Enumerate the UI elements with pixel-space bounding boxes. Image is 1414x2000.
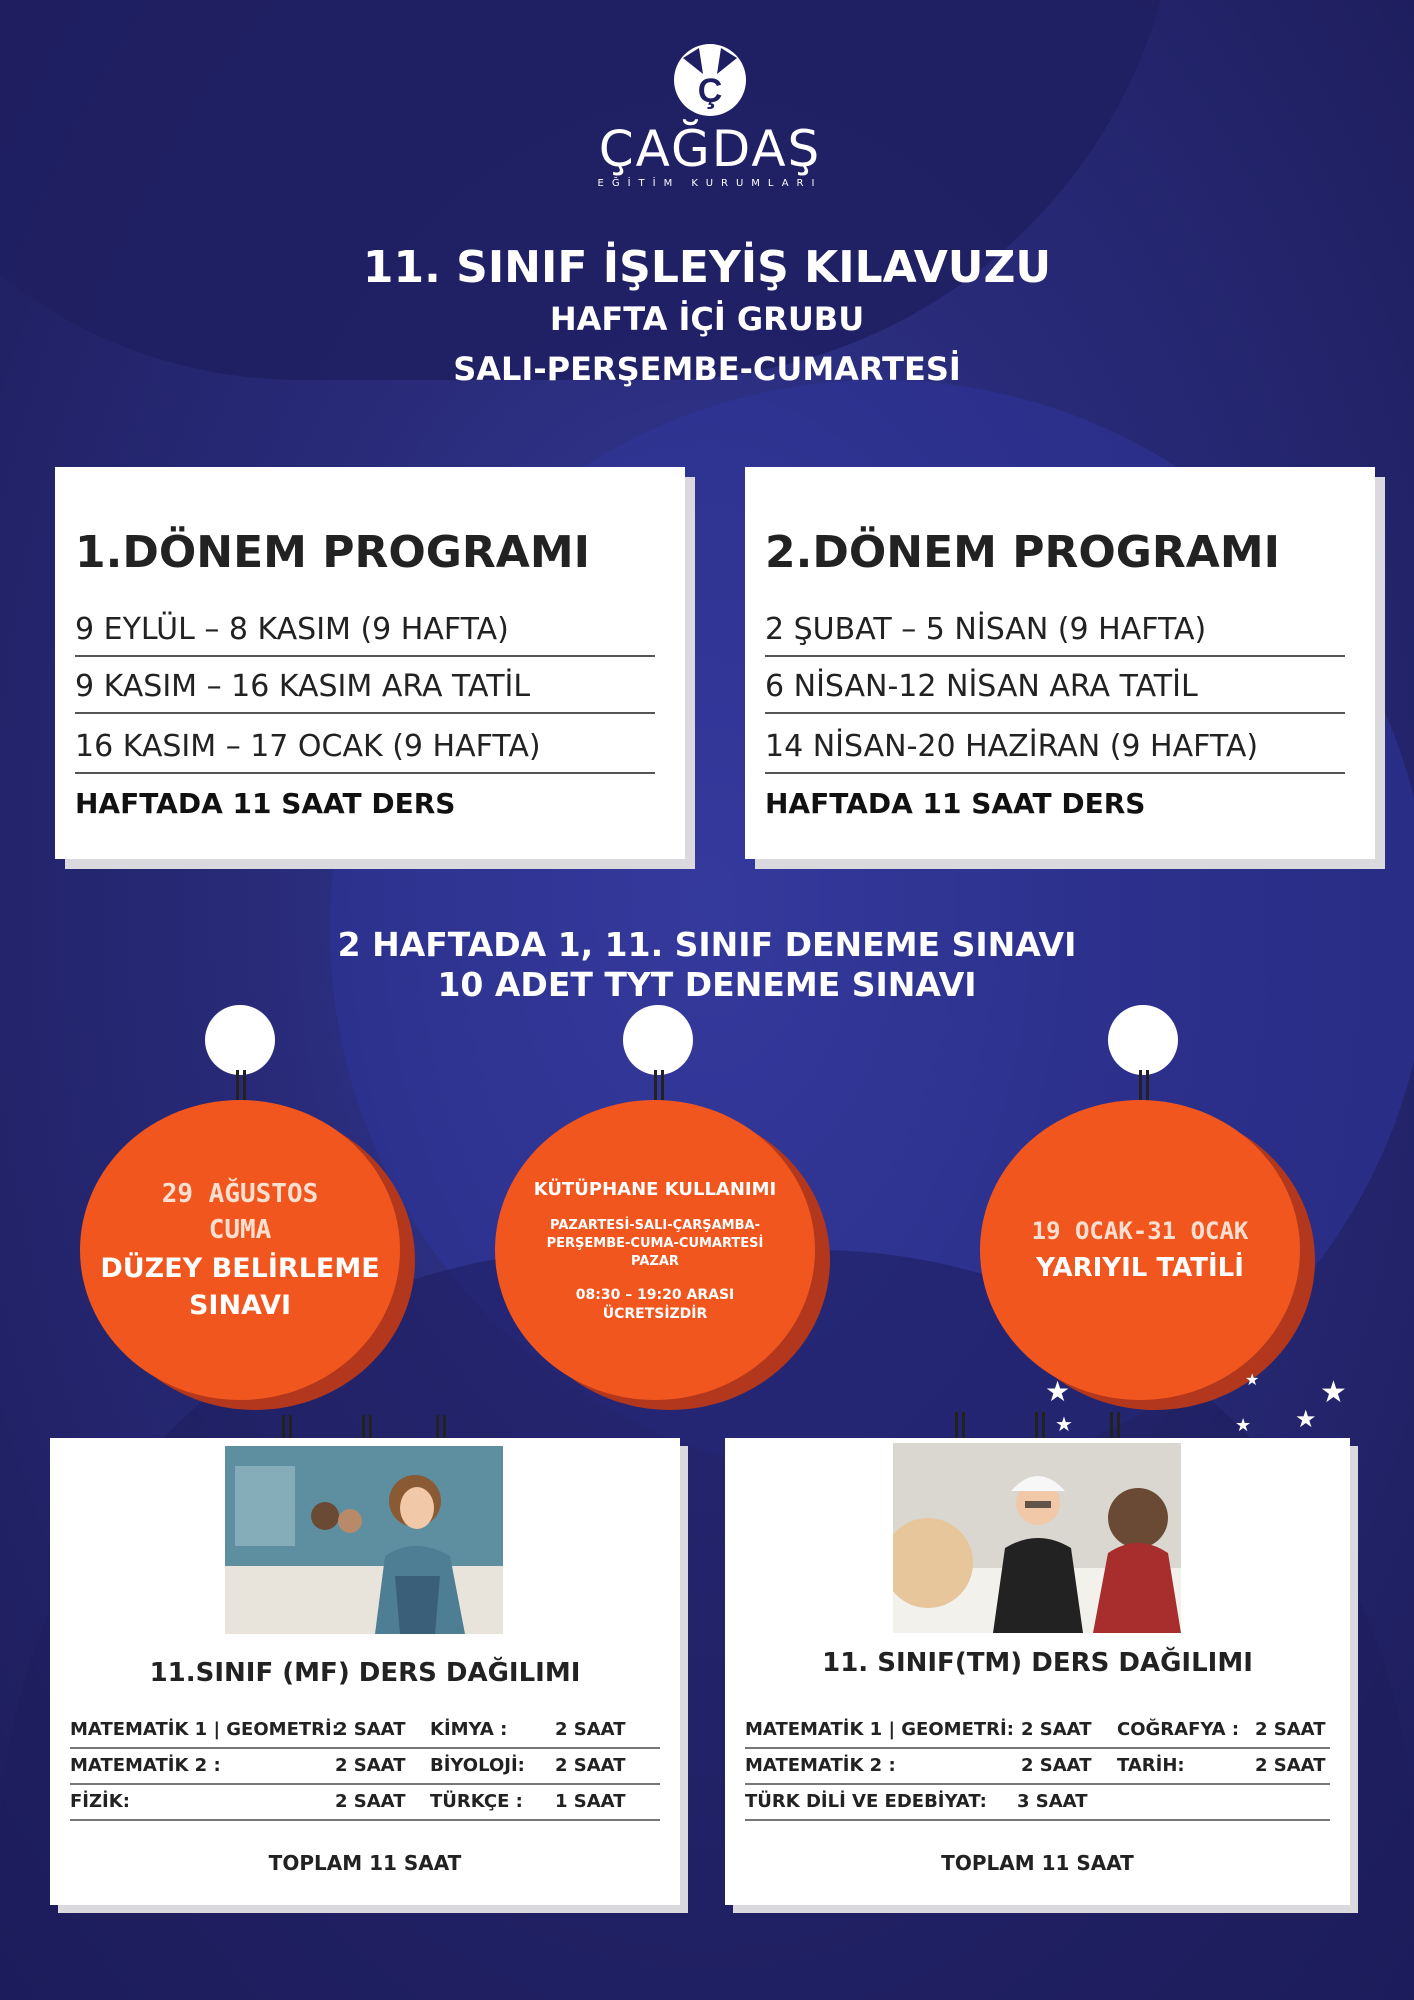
logo-emblem-icon [665, 38, 755, 118]
star-icon: ★ [1235, 1415, 1252, 1436]
student-photo [893, 1443, 1181, 1633]
star-icon: ★ [1320, 1375, 1347, 1410]
term-title: 1.DÖNEM PROGRAMI [75, 527, 590, 578]
course-hours: 2 SAAT [335, 1719, 406, 1740]
semester-break-disc [980, 1100, 1300, 1400]
course-row [70, 1785, 660, 1821]
disc-title: DÜZEY BELİRLEME [100, 1253, 380, 1284]
library-days-2: PERŞEMBE-CUMA-CUMARTESİ [546, 1235, 764, 1251]
student-photo [225, 1446, 503, 1634]
term-card-1 [55, 467, 685, 859]
library-hours: 08:30 – 19:20 ARASI [575, 1286, 735, 1303]
course-name: MATEMATİK 2 : [745, 1755, 896, 1776]
course-row [70, 1713, 660, 1749]
course-name: TÜRKÇE : [430, 1791, 523, 1812]
term-card-2 [745, 467, 1375, 859]
term-row: 2 ŞUBAT – 5 NİSAN (9 HAFTA) [765, 612, 1345, 657]
tm-total: TOPLAM 11 SAAT [941, 1851, 1134, 1875]
mf-title: 11.SINIF (MF) DERS DAĞILIMI [149, 1658, 581, 1688]
svg-text:Ç: Ç [697, 72, 723, 110]
term-title: 2.DÖNEM PROGRAMI [765, 527, 1280, 578]
star-icon: ★ [1055, 1412, 1073, 1436]
break-title: YARIYIL TATİLİ [1036, 1253, 1244, 1283]
group-subtitle: HAFTA İÇİ GRUBU [549, 300, 865, 338]
logo-subtitle: EĞİTİM KURUMLARI [597, 178, 823, 189]
course-hours: 1 SAAT [555, 1791, 626, 1812]
course-name: COĞRAFYA : [1117, 1719, 1240, 1740]
disc-day: CUMA [208, 1215, 272, 1245]
mf-course-card [50, 1438, 680, 1905]
library-title: KÜTÜPHANE KULLANIMI [533, 1178, 777, 1200]
term-weekly-hours: HAFTADA 11 SAAT DERS [765, 787, 1146, 820]
course-name: FİZİK: [70, 1791, 130, 1812]
course-name: TARİH: [1117, 1755, 1185, 1776]
course-hours: 2 SAAT [555, 1755, 626, 1776]
pin-icon [205, 1005, 275, 1075]
course-row [745, 1785, 1330, 1821]
course-hours: 2 SAAT [1021, 1755, 1092, 1776]
disc-date: 29 AĞUSTOS [161, 1179, 319, 1209]
course-row [70, 1749, 660, 1785]
break-dates: 19 OCAK-31 OCAK [1031, 1217, 1249, 1245]
mf-total: TOPLAM 11 SAAT [268, 1851, 462, 1875]
star-icon: ★ [1045, 1375, 1071, 1408]
tm-title: 11. SINIF(TM) DERS DAĞILIMI [822, 1648, 1253, 1678]
pin-icon [623, 1005, 693, 1075]
course-name: MATEMATİK 2 : [70, 1755, 221, 1776]
pin-icon [1108, 1005, 1178, 1075]
course-row [745, 1713, 1330, 1749]
term-row: 16 KASIM – 17 OCAK (9 HAFTA) [75, 729, 655, 774]
term-row: 9 KASIM – 16 KASIM ARA TATİL [75, 669, 655, 714]
course-name: MATEMATİK 1 | GEOMETRİ: [745, 1719, 1014, 1740]
course-hours: 2 SAAT [555, 1719, 626, 1740]
course-hours: 2 SAAT [1021, 1719, 1092, 1740]
course-hours: 3 SAAT [1017, 1791, 1088, 1812]
term-row: 6 NİSAN-12 NİSAN ARA TATİL [765, 669, 1345, 714]
page-title: 11. SINIF İŞLEYİŞ KILAVUZU [362, 242, 1052, 293]
course-name: MATEMATİK 1 | GEOMETRİ: [70, 1719, 339, 1740]
days-subtitle: SALI-PERŞEMBE-CUMARTESİ [453, 350, 961, 388]
brand-logo [560, 38, 860, 208]
term-row: 9 EYLÜL – 8 KASIM (9 HAFTA) [75, 612, 655, 657]
course-hours: 2 SAAT [335, 1755, 406, 1776]
term-row: 14 NİSAN-20 HAZİRAN (9 HAFTA) [765, 729, 1345, 774]
library-days: PAZARTESİ-SALI-ÇARŞAMBA- [550, 1217, 760, 1233]
course-hours: 2 SAAT [335, 1791, 406, 1812]
course-hours: 2 SAAT [1255, 1719, 1326, 1740]
star-icon: ★ [1295, 1405, 1317, 1433]
course-name: BİYOLOJİ: [430, 1755, 525, 1776]
course-name: TÜRK DİLİ VE EDEBİYAT: [745, 1791, 987, 1812]
course-name: KİMYA : [430, 1719, 508, 1740]
course-row [745, 1749, 1330, 1785]
library-days-3: PAZAR [631, 1253, 679, 1269]
star-icon: ★ [1245, 1370, 1260, 1389]
exam-frequency-text: 2 HAFTADA 1, 11. SINIF DENEME SINAVI [337, 925, 1077, 964]
library-usage-disc [495, 1100, 815, 1400]
logo-wordmark: ÇAĞDAŞ [598, 120, 822, 178]
disc-title-2: SINAVI [188, 1290, 292, 1321]
tm-course-card [725, 1438, 1350, 1905]
placement-exam-disc [80, 1100, 400, 1400]
library-free-text: ÜCRETSİZDİR [602, 1305, 708, 1322]
term-weekly-hours: HAFTADA 11 SAAT DERS [75, 787, 456, 820]
tyt-exam-count-text: 10 ADET TYT DENEME SINAVI [437, 965, 977, 1004]
course-hours: 2 SAAT [1255, 1755, 1326, 1776]
